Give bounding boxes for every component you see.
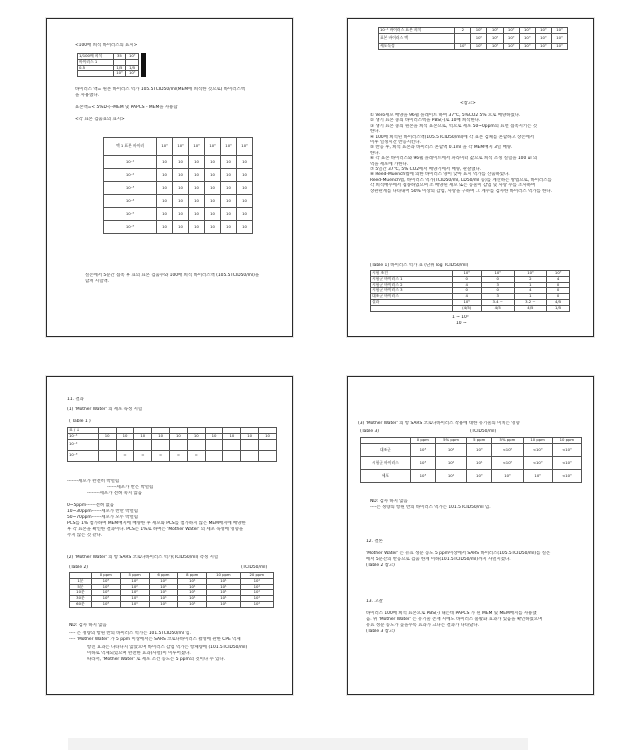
table-cell: 10¹ xyxy=(240,584,273,590)
table-cell: 0 xyxy=(452,288,481,294)
note-line: 역을 세포에 가한다. xyxy=(370,161,409,167)
table-header: 0 ppm xyxy=(410,438,435,444)
p2-sum-extra-1: 1 ~ 10⁵ xyxy=(452,315,469,320)
table-header: 10⁰ xyxy=(452,271,481,277)
table-cell: 4/5 xyxy=(514,305,547,311)
table-cell: 10¹ xyxy=(178,596,207,602)
table-cell: 10⁰ xyxy=(535,33,551,43)
table-cell: 10 xyxy=(157,169,173,182)
p3-legend-3: --------세포가 전혀 죽지 않음 xyxy=(87,491,143,496)
note-line: Reed-Muench법, 바이러스 역가(TCID50/ml, LD50/ml 등)를 계산하는 방법으로, 바이러스를 xyxy=(370,177,552,183)
document-page-3 xyxy=(46,376,293,695)
table-cell: 30분 xyxy=(70,596,92,602)
table-cell: 10 xyxy=(236,182,252,195)
table-cell: 10 xyxy=(173,208,189,221)
table-cell: 10³ xyxy=(91,584,120,590)
table-cell: 10⁰ xyxy=(126,71,139,77)
table-cell: 10² xyxy=(149,578,178,584)
table-cell: 10⁰ xyxy=(189,138,205,156)
table-header: 10 ppm xyxy=(523,438,552,444)
p4-d2: 음. 위 'Mother Water' 는 유기물 존재 시에도 바이러스 불활화 효과가 있음을 확인하였으며 xyxy=(366,617,543,622)
table-cell: <10⁰ xyxy=(552,443,581,456)
table-cell: 10 xyxy=(236,221,252,234)
table-cell: 10³ xyxy=(410,443,435,456)
table-cell xyxy=(98,450,116,461)
p2-heading: <참고> xyxy=(460,101,476,106)
p4-h12: 12. 결론 xyxy=(366,539,383,544)
p3-title: 11. 결과 xyxy=(67,397,84,402)
note-line: ⑥ 각 표본 바이러스와 96웰 플레이트에서 파라미터 값으로 희석 조정 실험을 100 ul 의 xyxy=(370,156,538,162)
table-cell: 10⁰ xyxy=(467,469,492,482)
table-cell: 10¹ xyxy=(240,590,273,596)
note-line: 각 희석배수에서 접종하였으며 소 배양된 세포 또는 동물이 감염 및 사망 수를 조사하여 xyxy=(370,183,536,189)
table-cell: 10¹ xyxy=(149,590,178,596)
table-cell: 10 xyxy=(220,169,236,182)
table-cell: 10 xyxy=(189,208,205,221)
p3-sub1: (1) 'Mother Water' 의 세포 독성 시험 xyxy=(67,407,143,412)
p4-fn: ----은 정량의 항원 반의 바이러스 역가는 101.5TCID50/ml 임. xyxy=(370,505,491,510)
table-cell: 10³ xyxy=(410,469,435,482)
p3-sub2: (2) 'Mother Water' 의 항 SARS 코로나바이러스 역가(TCID50/ml) 측정 시험 xyxy=(67,555,219,560)
table-cell: 결과 xyxy=(371,299,453,305)
table-cell: 10 xyxy=(236,169,252,182)
table-cell: <10⁰ xyxy=(492,443,523,456)
table-cell: 1/5 xyxy=(126,65,139,71)
p4-d3: 유효 성분 농도가 높을수록 효과가 크다는 결과가 나타났다. xyxy=(366,623,479,628)
table-cell: 10⁰ xyxy=(523,469,552,482)
table-cell: 10¹ xyxy=(178,578,207,584)
table-cell: 10⁰ xyxy=(471,33,487,43)
table-cell: 10¹ xyxy=(467,456,492,469)
table-cell: 10¹ xyxy=(207,596,240,602)
table-cell: 10 xyxy=(223,433,241,439)
table-cell: 10⁰ xyxy=(455,43,471,49)
table-cell: 10 xyxy=(189,156,205,169)
table-cell: 1분 xyxy=(70,578,92,584)
document-page-4 xyxy=(347,376,594,695)
table-header: 5% ppm xyxy=(492,438,523,444)
table-cell: 시험군 바이러스 3 xyxy=(371,288,453,294)
table-cell: 10 xyxy=(220,221,236,234)
p3-legend-1: -------세포가 완전히 박멸됨 xyxy=(67,479,120,484)
table-cell: 10 xyxy=(157,195,173,208)
table-cell: <10⁰ xyxy=(523,456,552,469)
table-cell: 10⁻³ xyxy=(104,182,157,195)
p2-sum-extra-2: 10 ~ xyxy=(456,321,467,326)
table-cell: 10⁰ xyxy=(236,138,252,156)
table-cell: 3 xyxy=(481,294,514,300)
p4-nd: ND: 검사 하지 않음 xyxy=(370,499,408,504)
p4-c2: 에서 5분간의 반응으로 검출 한계 이하(101.5TCID50/ml)까지 사멸시켰다. xyxy=(366,557,511,562)
table-cell: 1 xyxy=(514,294,547,300)
table-cell: = xyxy=(152,450,170,461)
table-cell: 10¹ xyxy=(435,469,466,482)
p1-mini-table xyxy=(77,53,139,77)
table-cell: 10 xyxy=(220,195,236,208)
table-cell: 10 xyxy=(236,156,252,169)
document-page-2 xyxy=(347,18,594,337)
table-cell: 10⁰ xyxy=(487,28,503,34)
p3-legend-2: ------세포가 반은 박멸됨 xyxy=(107,485,154,490)
table-cell: 10 xyxy=(205,221,221,234)
table-cell: 10³ xyxy=(91,601,120,607)
table-cell: 10⁵ xyxy=(452,299,481,305)
table-cell: 0 xyxy=(481,288,514,294)
p1-line1: 바이러스 액= 원본 바이러스 역가 105.5TCID50/ml(MEM에 희석한 것으로) 바이러스액 xyxy=(75,87,245,92)
table-cell: 10¹ xyxy=(120,601,149,607)
note-line: ④ 100배 희석된 바이러스액(105.5TCID50/ml)에 각 표본 검체를 혼합하고 상온에서 xyxy=(370,134,535,140)
table-cell: 10 xyxy=(205,156,221,169)
table-cell: 2 xyxy=(455,28,471,34)
p3-t2-label: (Table 2) xyxy=(69,565,88,570)
table-cell: (4/5) xyxy=(452,305,481,311)
table-cell: 10¹ xyxy=(149,596,178,602)
viewer-bottom-strip xyxy=(68,738,528,750)
table-cell: 10⁰ xyxy=(519,43,535,49)
table-cell: 10⁻¹ xyxy=(68,433,99,439)
table-cell: 10⁰ xyxy=(503,33,519,43)
p4-t3-label: (Table 3) xyxy=(360,429,379,434)
table-cell: 10¹ xyxy=(240,578,273,584)
note-line: ② 생기 표본 중의 바이러스액을 PBS(-)로 10배 희석한다. xyxy=(370,118,481,124)
table-cell: 10⁰ xyxy=(173,138,189,156)
table-cell: 10 xyxy=(220,182,236,195)
p2-sub-table xyxy=(370,270,570,312)
table-cell: 1 xyxy=(514,282,547,288)
table-cell: 0 xyxy=(481,276,514,282)
p3-t2-unit: (TCID50/ml) xyxy=(241,565,268,570)
table-cell: 10⁻¹ 바이러스 표본 희석 xyxy=(379,28,455,34)
note-line: 상관관계를 나타내어 50% 이상의 감염, 사망을 구하여 그 계수를 검사한 바이러스 역가를 한다. xyxy=(370,188,552,194)
p3-note-3: 주지 않는 것 같다. xyxy=(67,533,103,538)
table-cell: 10⁰ xyxy=(535,28,551,34)
table-cell: 1/100배 희석 xyxy=(78,54,114,60)
table-cell xyxy=(371,305,453,311)
table-cell: 10 xyxy=(173,182,189,195)
table-cell: 시험군 바이러스 2 xyxy=(371,282,453,288)
p3-note-2: 후 각 표본을 확인한 결과이다. PCS는 1%로 하여는 'Mother Water' 의 세포 독성에 영향을 xyxy=(67,527,244,532)
table-cell: 10¹ xyxy=(178,601,207,607)
table-cell: 10⁰ xyxy=(551,28,567,34)
p2-notes xyxy=(370,113,575,194)
p4-h13: 13. 고찰 xyxy=(366,599,383,604)
table-cell: 10 xyxy=(189,195,205,208)
table-cell: 시험군 바이러스 1 xyxy=(371,276,453,282)
table-cell: 10² xyxy=(435,456,466,469)
table-header: 표 / ↓ xyxy=(68,428,99,434)
table-cell: 5분 xyxy=(70,584,92,590)
table-cell: 35 xyxy=(113,54,126,60)
table-cell: 10 xyxy=(189,182,205,195)
table-cell: 10⁻² xyxy=(104,169,157,182)
table-cell: 2 xyxy=(514,276,547,282)
p4-table-3 xyxy=(360,437,582,483)
table-cell: 0 xyxy=(547,282,570,288)
table-cell: 10 xyxy=(157,208,173,221)
table-cell: 10 xyxy=(205,208,221,221)
table-cell: 10¹ xyxy=(207,601,240,607)
table-cell: 10¹ xyxy=(207,578,240,584)
note-line: 한다. xyxy=(370,150,380,156)
p3-ppm-3: 50~70ppm------세포가 모두 박멸됨 xyxy=(67,515,138,520)
table-cell: 10 xyxy=(187,433,205,439)
table-cell: 10 xyxy=(134,433,152,439)
table-cell: 0 xyxy=(452,276,481,282)
table-cell: 세포독성 xyxy=(379,43,455,49)
table-cell: 10 xyxy=(241,433,259,439)
table-cell: 10⁰ xyxy=(503,43,519,49)
table-cell: 10⁻² xyxy=(68,439,99,450)
p2-sub-caption: [Table 1] 바이러스 역가 표 (단위 log TCID50/ml) xyxy=(370,263,469,268)
table-cell: 10 xyxy=(157,156,173,169)
table-cell: 4 xyxy=(547,276,570,282)
p4-d4: (Table 3 참고) xyxy=(366,629,395,634)
table-cell: 10 xyxy=(205,182,221,195)
note-line: ⑧ Reed-Muench법에 의한 바이러스 양이 낮아 표시 역가를 산출하였다. xyxy=(370,172,510,178)
p4-t3-unit: (TCID50/ml) xyxy=(470,429,497,434)
table-cell: 10¹ xyxy=(207,590,240,596)
table-cell: 10¹ xyxy=(120,596,149,602)
table-header: 10 ppm xyxy=(552,438,581,444)
redaction-bar xyxy=(141,53,146,77)
p1-heading: <100배 희석 바이러스의 표시> xyxy=(75,43,138,48)
p3-fn-4: 이하로 억제되었으며 완전한 효과(사멸)이 이루어졌다. xyxy=(87,651,191,656)
table-header: 5 ppm xyxy=(120,573,149,579)
table-cell: 10¹ xyxy=(178,584,207,590)
table-cell: 세포 xyxy=(361,469,411,482)
note-line: ⑤ 반응 후, 희석 표본과 바이러스 혼합액 0.1ml 을 각 MEM배지 3일 배양. xyxy=(370,145,513,151)
table-header: 10⁰ xyxy=(514,271,547,277)
table-cell: <10⁰ xyxy=(492,456,523,469)
table-cell: 10² xyxy=(435,443,466,456)
table-cell: 10⁰ xyxy=(220,138,236,156)
table-cell: 10 xyxy=(236,208,252,221)
table-cell: 10⁰ xyxy=(551,43,567,49)
table-cell: 10¹ xyxy=(178,590,207,596)
table-cell: <10⁰ xyxy=(523,443,552,456)
table-header: 5 ppm xyxy=(467,438,492,444)
table-cell: 10 xyxy=(116,433,134,439)
table-cell: = xyxy=(134,450,152,461)
table-cell: 4 xyxy=(514,288,547,294)
table-cell: 10⁰ xyxy=(487,33,503,43)
table-cell: 10 xyxy=(173,195,189,208)
table-cell: 10 xyxy=(220,156,236,169)
document-page-1 xyxy=(46,18,293,337)
table-cell: 10⁻³ xyxy=(68,450,99,461)
p3-fn-5: 따라서, 'Mother Water' 로 세포 조건 농도는 5 ppm의 것이다 수 있다. xyxy=(87,657,226,662)
table-cell: 10² xyxy=(120,590,149,596)
table-cell: 10 xyxy=(205,195,221,208)
p3-t1-label: ( Table 1 ) xyxy=(69,419,91,424)
table-cell: 10³ xyxy=(91,596,120,602)
table-header: 10⁰ xyxy=(547,271,570,277)
table-header: 6 ppm xyxy=(149,573,178,579)
table-cell: 10 xyxy=(189,169,205,182)
p1-line2: 표본액=< 5%D-(--MEM 및 PAPCS - MEM을 사용함 xyxy=(75,105,178,110)
table-header: 10 ppm xyxy=(207,573,240,579)
table-cell: 10⁰ xyxy=(519,33,535,43)
table-header: 시험 조건 xyxy=(371,271,453,277)
table-header: 0 ppm xyxy=(91,573,120,579)
table-cell: = xyxy=(187,450,205,461)
p1-line1b: 을 사용했다. xyxy=(75,93,99,98)
p4-c1: 'Mother Water' 는 유효 성분 농도 5 ppm이상에서 SARS 바이러스(105.5TCID50/ml)를 실온 xyxy=(366,551,551,556)
table-cell: 10 xyxy=(157,221,173,234)
p3-note-1: PCS를 1% 첨가하여 MEM배지에 배양한 후 세포와 PCS를 첨가하지 않은 MEM배지에 배양한 xyxy=(67,521,246,526)
table-cell: 10 xyxy=(173,156,189,169)
table-cell: 10¹ xyxy=(149,584,178,590)
table-cell: 10 xyxy=(157,182,173,195)
table-cell: = xyxy=(116,450,134,461)
table-cell: 10 xyxy=(98,433,116,439)
table-header: 20 ppm xyxy=(240,573,273,579)
p3-ppm-1: 0~5ppm------전혀 없음 xyxy=(67,503,114,508)
table-cell: 1/5 xyxy=(547,305,570,311)
table-cell: 10⁰ xyxy=(519,28,535,34)
p1-big-table xyxy=(103,137,253,234)
table-cell: 3.2 ~ xyxy=(514,299,547,305)
table-cell: 4/5 xyxy=(481,305,514,311)
p4-sub3: (3) 'Mother Water' 의 항 SARS 코로나바이러스 작용에 대한 유기물의 미치는 영향 xyxy=(358,421,520,426)
table-cell: 10⁰ xyxy=(551,33,567,43)
table-cell: 액 1 표본 바이러 xyxy=(104,138,157,156)
table-cell: 10⁰ xyxy=(157,138,173,156)
table-cell: 표본 바이러스 액 xyxy=(379,33,455,43)
table-cell: 10³ xyxy=(91,578,120,584)
p3-fn-2: ---- 'Mother Water' 가 5 ppm 이상에서는 SARS 코로나바이러스 활성에 관한 CPE 억제 xyxy=(69,637,241,642)
table-cell: 10 xyxy=(220,208,236,221)
table-cell xyxy=(455,33,471,43)
p3-fn-1: ---- 은 정량의 항원 반의 바이러스 역가는 101.5TCID50/ml 임. xyxy=(69,631,192,636)
table-cell: 4 xyxy=(452,282,481,288)
table-cell: 10분 xyxy=(70,590,92,596)
table-cell: 10 xyxy=(259,433,277,439)
table-cell: <10⁰ xyxy=(552,456,581,469)
table-cell: 바이러스 1 xyxy=(78,59,114,65)
table-cell: 10⁻⁵ xyxy=(104,208,157,221)
note-line: ③ 생기 표본 중의 원본을 희석 표본으로, 역으로 세포 50~0ppm의 표면 접촉시키는 것 xyxy=(370,123,537,129)
p2-top-table xyxy=(378,27,568,50)
note-line: 한다. xyxy=(370,129,380,135)
table-cell: 3 xyxy=(481,282,514,288)
table-cell: 4/5 xyxy=(547,299,570,305)
p3-ppm-2: 10~30ppm------세포가 반만 박멸됨 xyxy=(67,509,138,514)
table-cell: 1/5 xyxy=(113,65,126,71)
table-cell: 10 xyxy=(236,195,252,208)
table-cell: 10⁰ xyxy=(503,28,519,34)
p1-foot1: 실온에서 5분간 접촉 후 표의 표본 검출수와 100배 희석 바이러스액 (105.5TCID50/ml)을 xyxy=(85,273,260,278)
p1-line3: <각 표본 검출표의 표시> xyxy=(75,117,125,122)
note-line: ⑦ 5일간 37℃, 5% CO2에서 배양기에서 배양, 관찰했다. xyxy=(370,167,482,173)
table-cell: 대조군 바이러스 xyxy=(371,294,453,300)
table-cell: 10⁰ xyxy=(487,43,503,49)
table-cell: 10⁻⁶ xyxy=(104,221,157,234)
table-cell: 10⁰ xyxy=(113,71,126,77)
p4-c3: (Table 2 참고) xyxy=(366,563,395,568)
table-header: 5% ppm xyxy=(435,438,466,444)
table-cell: 10 xyxy=(173,169,189,182)
table-cell: 10 xyxy=(170,433,188,439)
table-cell: 10⁻⁴ xyxy=(104,195,157,208)
table-cell: 10⁰ xyxy=(467,443,492,456)
table-cell: 10⁰ xyxy=(471,28,487,34)
table-cell: 10⁰ xyxy=(205,138,221,156)
table-cell: = xyxy=(170,450,188,461)
table-cell: 대조군 xyxy=(361,443,411,456)
table-cell: 10⁰ xyxy=(492,469,523,482)
table-cell: 10⁰ xyxy=(126,54,139,60)
table-cell: 10¹ xyxy=(240,596,273,602)
note-line: 이후 일정시간 반응시킨다. xyxy=(370,140,421,146)
table-cell: 10¹ xyxy=(149,601,178,607)
table-cell: 10 xyxy=(152,433,170,439)
table-cell: 0.5 xyxy=(78,65,114,71)
table-cell: 10³ xyxy=(91,590,120,596)
table-cell: 10² xyxy=(120,584,149,590)
p3-nd: ND: 검사 하지 않음 xyxy=(69,623,107,628)
table-header: 8 ppm xyxy=(178,573,207,579)
table-cell: 3.4 ~ xyxy=(481,299,514,305)
table-cell: 10² xyxy=(120,578,149,584)
table-cell: 10 xyxy=(173,221,189,234)
p1-foot2: 합쳐 시험액. xyxy=(85,279,109,284)
table-cell: 10 xyxy=(205,169,221,182)
table-cell: 0 xyxy=(547,294,570,300)
table-cell: 10 xyxy=(189,221,205,234)
table-header: 10⁰ xyxy=(481,271,514,277)
p4-d1: 바이러스 100배 희석 표본으로 PBS(-) 내는데 PAPCS 가 된 MEM 및 MEM배지를 사용했 xyxy=(366,611,537,616)
table-cell: 4 xyxy=(452,294,481,300)
table-cell xyxy=(78,71,114,77)
table-cell: 10⁻¹ xyxy=(104,156,157,169)
table-cell: <10⁰ xyxy=(552,469,581,482)
table-cell: 시험군 바이러스 xyxy=(361,456,411,469)
p3-fn-3: 항진 효과는 나타나지 않았으며 바이러스 감염 역가는 항체량에 (101.5TCID50/ml) xyxy=(87,645,248,650)
table-cell: 10⁰ xyxy=(535,43,551,49)
p3-table-1 xyxy=(67,427,277,462)
note-line: ① Vero세포 배양을 96웰 플레이트 하여 37℃, 5%CO2 5% 으로 배양하였다. xyxy=(370,113,521,118)
table-cell: 60분 xyxy=(70,601,92,607)
table-cell: 10¹ xyxy=(207,584,240,590)
table-cell: 10¹ xyxy=(240,601,273,607)
table-cell: 10 xyxy=(205,433,223,439)
p3-table-2 xyxy=(69,572,274,608)
table-cell: 10³ xyxy=(410,456,435,469)
table-cell: 10⁰ xyxy=(471,43,487,49)
table-cell: 0 xyxy=(547,288,570,294)
